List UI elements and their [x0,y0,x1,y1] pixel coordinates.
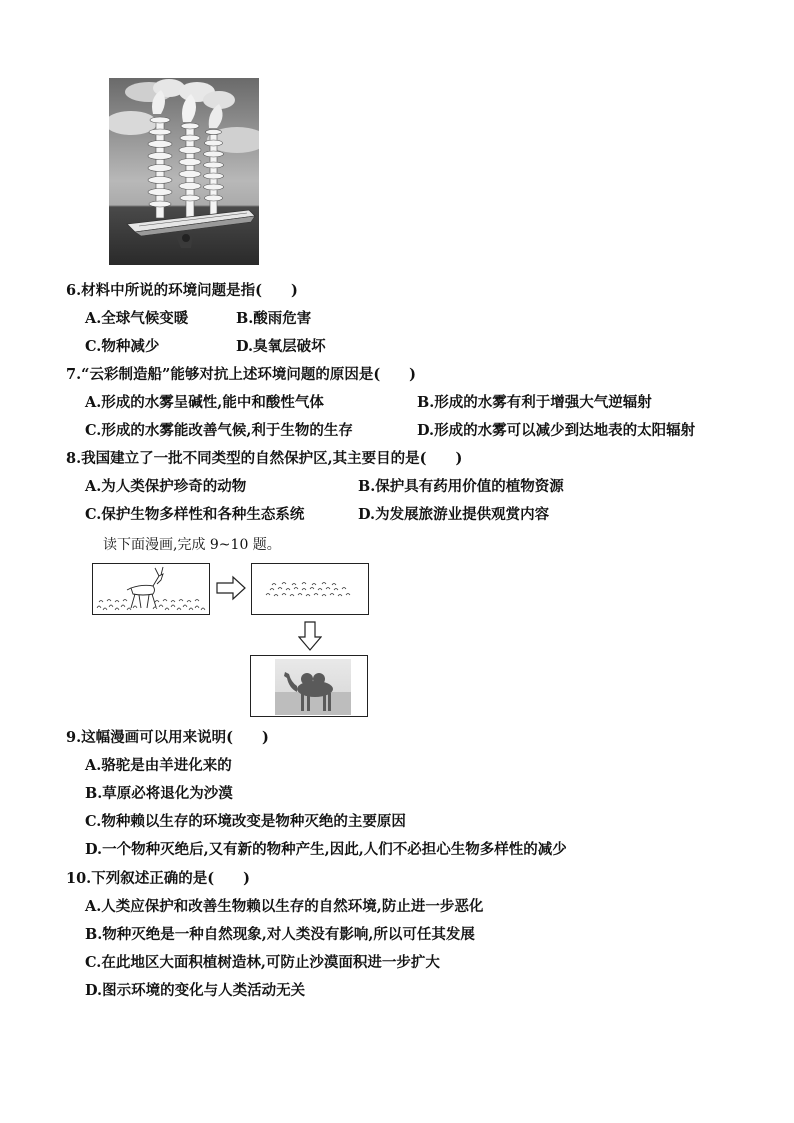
question-7-option-c: C.形成的水雾能改善气候,利于生物的生存 [85,422,353,439]
question-8-option-d: D.为发展旅游业提供观赏内容 [358,506,550,523]
question-10-stem: 10.下列叙述正确的是( ) [66,870,250,887]
cloud-ship-illustration [109,78,259,265]
question-9-option-c: C.物种赖以生存的环境改变是物种灭绝的主要原因 [85,813,406,830]
comic-panel-grassland [251,563,369,615]
question-7-option-a: A.形成的水雾呈碱性,能中和酸性气体 [85,394,324,411]
question-9-option-a: A.骆驼是由羊进化来的 [85,757,232,774]
question-8-option-b: B.保护具有药用价值的植物资源 [358,478,564,495]
question-7-stem: 7.“云彩制造船”能够对抗上述环境问题的原因是( ) [66,366,417,383]
arrow-right-icon [216,575,246,601]
question-10-option-d: D.图示环境的变化与人类活动无关 [85,982,306,999]
comic-intro: 读下面漫画,完成 9~10 题。 [103,537,281,553]
question-9-option-b: B.草原必将退化为沙漠 [85,785,233,802]
question-9-option-d: D.一个物种灭绝后,又有新的物种产生,因此,人们不必担心生物多样性的减少 [85,841,567,858]
comic-panel-grassland-antelope [92,563,210,615]
question-6-option-d: D.臭氧层破坏 [236,338,326,355]
question-6-option-b: B.酸雨危害 [236,310,312,327]
question-6-option-a: A.全球气候变暖 [85,310,189,327]
question-7-option-d: D.形成的水雾可以减少到达地表的太阳辐射 [417,422,696,439]
question-7-option-b: B.形成的水雾有利于增强大气逆辐射 [417,394,652,411]
question-10-option-a: A.人类应保护和改善生物赖以生存的自然环境,防止进一步恶化 [85,898,484,915]
question-6-option-c: C.物种减少 [85,338,160,355]
question-9-stem: 9.这幅漫画可以用来说明( ) [66,729,269,746]
arrow-down-icon [298,621,322,651]
question-6-stem: 6.材料中所说的环境问题是指( ) [66,282,298,299]
question-8-option-a: A.为人类保护珍奇的动物 [85,478,247,495]
question-8-stem: 8.我国建立了一批不同类型的自然保护区,其主要目的是( ) [66,450,463,467]
comic-panel-desert-camel [250,655,368,717]
question-8-option-c: C.保护生物多样性和各种生态系统 [85,506,305,523]
question-10-option-b: B.物种灭绝是一种自然现象,对人类没有影响,所以可任其发展 [85,926,475,943]
question-10-option-c: C.在此地区大面积植树造林,可防止沙漠面积进一步扩大 [85,954,440,971]
